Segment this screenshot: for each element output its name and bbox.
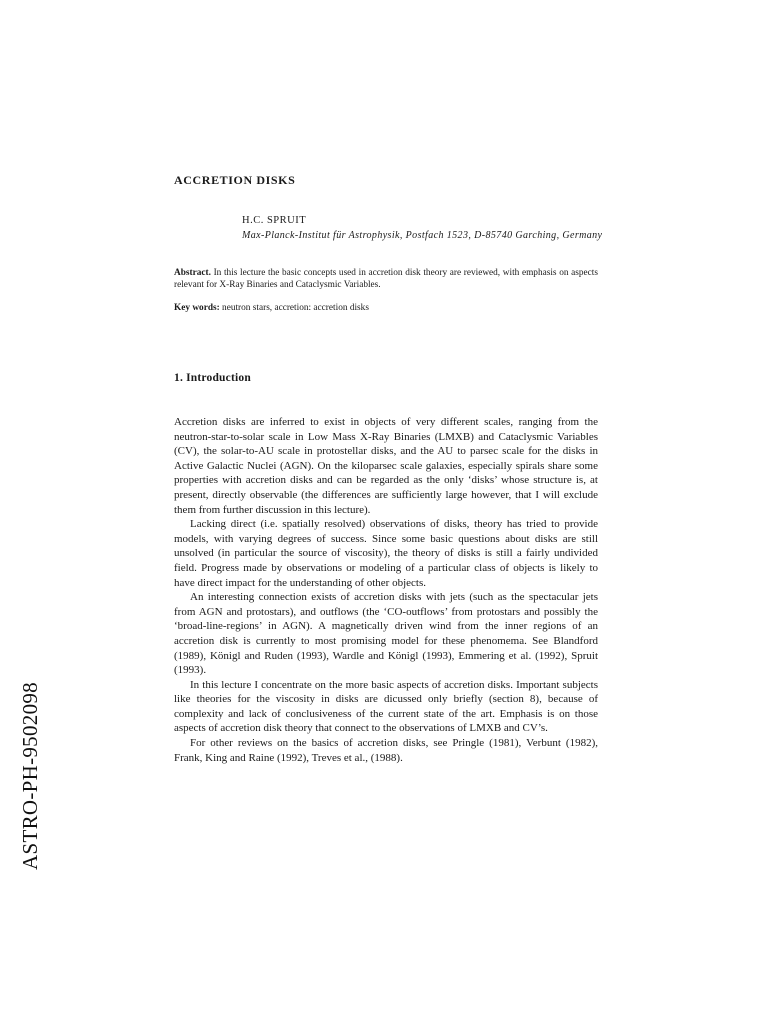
- paragraph: In this lecture I concentrate on the more basic aspects of accretion disks. Important subjects like theories for the viscosity in disks are dicussed only briefly (section 8), because of complexity and lack of conclusiveness of the current state of the art. Emphasis is on those aspects of accretion disk theory that connect to the observations of LMXB and CV’s.: [174, 678, 598, 735]
- abstract: [174, 267, 598, 291]
- abstract-text: In this lecture the basic concepts used in accretion disk theory are reviewed, with emphasis on aspects relevant for X-Ray Binaries and Cataclysmic Variables.: [174, 268, 598, 290]
- keywords: [174, 302, 598, 314]
- section-heading: 1. Introduction: [174, 372, 251, 384]
- abstract-label: Abstract.: [174, 268, 211, 278]
- paragraph: An interesting connection exists of accretion disks with jets (such as the spectacular jets from AGN and protostars), and outflows (the ‘CO-outflows’ from protostars and possibly the ‘broad-line-regions’ in AGN). A magnetically driven wind from the inner regions of an accretion disk is currently to most promising model for these phenomema. See Blandford (1989), Königl and Ruden (1993), Wardle and Königl (1993), Emmering et al. (1992), Spruit (1993).: [174, 591, 598, 677]
- section-body: [174, 415, 598, 765]
- paper-title: ACCRETION DISKS: [174, 173, 296, 187]
- keywords-text: neutron stars, accretion: accretion disks: [222, 303, 369, 313]
- author-affiliation: Max-Planck-Institut für Astrophysik, Postfach 1523, D-85740 Garching, Germany: [242, 230, 603, 241]
- paragraph: Lacking direct (i.e. spatially resolved) observations of disks, theory has tried to provide models, with varying degrees of success. Since some basic questions about disks are still unsolved (in particular the source of viscosity), the theory of disks is still a fairly undivided field. Progress made by observations or modeling of a particular class of objects is likely to have direct impact for the understanding of other objects.: [174, 518, 598, 589]
- paragraph: Accretion disks are inferred to exist in objects of very different scales, ranging from the neutron-star-to-solar scale in Low Mass X-Ray Binaries (LMXB) and Cataclysmic Variables (CV), the solar-to-AU scale in protostellar disks, and the AU to parsec scale for the disks in Active Galactic Nuclei (AGN). On the kiloparsec scale galaxies, especially spirals share some properties with accretion disks and can be regarded as the only ‘disks’ whose structure is, at present, directly observable (the differences are sufficiently large however, that I will exclude them from further discussion in this lecture).: [174, 416, 598, 516]
- keywords-label: Key words:: [174, 303, 220, 313]
- author-name: H.C. SPRUIT: [242, 215, 307, 226]
- paragraph: For other reviews on the basics of accretion disks, see Pringle (1981), Verbunt (1982), Frank, King and Raine (1992), Treves et al., (1988).: [174, 737, 598, 764]
- arxiv-identifier: ASTRO-PH-9502098: [18, 682, 42, 870]
